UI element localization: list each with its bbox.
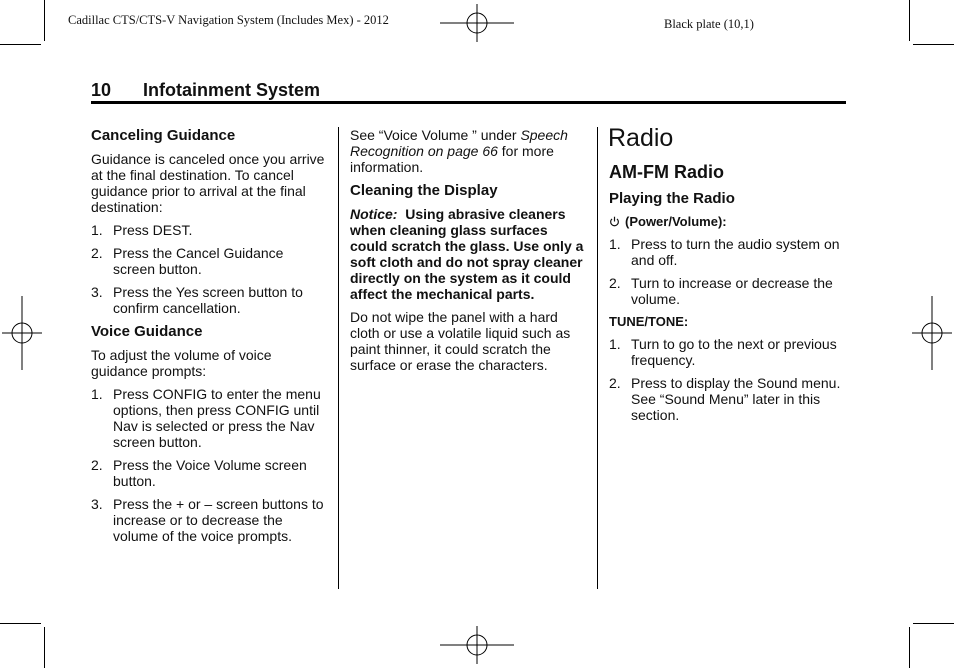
cleaning-display-heading: Cleaning the Display [350, 182, 498, 199]
crop-mark [909, 0, 910, 41]
column-1 [91, 127, 327, 551]
step-number: 2. [609, 375, 621, 391]
notice-text: Using abrasive cleaners when cleaning glass surfaces could scratch the glass. Use only a soft cloth and do not spray cleaner directly on the system as it could affect the mechanical parts. [350, 206, 584, 302]
registration-mark-left [2, 296, 42, 370]
wipe-warning: Do not wipe the panel with a hard cloth or use a volatile liquid such as paint thinner, it could scratch the surface or erase the characters. [350, 309, 571, 373]
step-text: Press to turn the audio system on and off. [631, 236, 840, 268]
column-3 [608, 124, 845, 430]
list-item [609, 375, 845, 423]
step-text: Turn to increase or decrease the volume. [631, 275, 833, 307]
crop-mark [909, 627, 910, 668]
see-suffix: for more information. [350, 143, 554, 175]
crop-mark [44, 0, 45, 41]
crop-mark [913, 44, 954, 45]
list-item [91, 457, 327, 489]
step-number: 1. [91, 222, 103, 238]
list-item [609, 336, 845, 368]
tune-steps [609, 336, 845, 423]
list-item [91, 222, 327, 238]
crop-mark [44, 627, 45, 668]
speech-recognition-link[interactable]: Speech Recognition on page 66 [350, 127, 568, 159]
header-rule [91, 101, 846, 104]
registration-mark-bottom [440, 626, 514, 664]
plate-label: Black plate (10,1) [664, 17, 754, 31]
document-title: Cadillac CTS/CTS-V Navigation System (Includes Mex) - 2012 [68, 13, 389, 27]
step-number: 1. [609, 336, 621, 352]
step-number: 1. [91, 386, 103, 402]
registration-mark-right [912, 296, 952, 370]
registration-mark-top [440, 4, 514, 42]
column-divider [338, 127, 339, 589]
tune-tone-label: TUNE/TONE: [609, 314, 689, 329]
list-item [609, 236, 845, 268]
step-number: 2. [91, 457, 103, 473]
notice-label: Notice: [350, 206, 398, 222]
column-2 [350, 127, 584, 380]
step-text: Press the Voice Volume screen button. [113, 457, 307, 489]
step-text: Press DEST. [113, 222, 193, 238]
voice-steps [91, 386, 327, 544]
see-prefix: See “Voice Volume ” under [350, 127, 521, 143]
step-text: Press the Cancel Guidance screen button. [113, 245, 284, 277]
crop-mark [913, 623, 954, 624]
crop-mark [0, 623, 41, 624]
playing-radio-heading: Playing the Radio [609, 190, 735, 207]
page-number: 10 [91, 80, 112, 100]
crop-mark [0, 44, 41, 45]
step-text: Press the Yes screen button to confirm cancellation. [113, 284, 303, 316]
radio-heading: Radio [608, 124, 674, 152]
voice-volume-reference [350, 127, 584, 175]
step-number: 3. [91, 496, 103, 512]
canceling-guidance-heading: Canceling Guidance [91, 127, 236, 144]
canceling-steps [91, 222, 327, 316]
power-steps [609, 236, 845, 307]
column-divider [597, 127, 598, 589]
step-number: 1. [609, 236, 621, 252]
step-number: 2. [609, 275, 621, 291]
step-text: Turn to go to the next or previous frequency. [631, 336, 837, 368]
voice-guidance-intro: To adjust the volume of voice guidance prompts: [91, 347, 272, 379]
step-number: 3. [91, 284, 103, 300]
am-fm-radio-heading: AM-FM Radio [609, 162, 724, 182]
power-icon [609, 216, 620, 227]
power-volume-text: (Power/Volume): [625, 214, 727, 229]
step-number: 2. [91, 245, 103, 261]
list-item [91, 284, 327, 316]
step-text: Press CONFIG to enter the menu options, then press CONFIG until Nav is selected or press the Nav screen button. [113, 386, 321, 450]
step-text: Press to display the Sound menu. See “Sound Menu” later in this section. [631, 375, 841, 423]
page-heading [91, 80, 320, 101]
notice-block [350, 206, 584, 302]
step-text: Press the + or – screen buttons to increase or to decrease the volume of the voice prompts. [113, 496, 324, 544]
list-item [91, 386, 327, 450]
list-item [609, 275, 845, 307]
list-item [91, 245, 327, 277]
power-volume-label [609, 214, 845, 230]
canceling-guidance-intro: Guidance is canceled once you arrive at the final destination. To cancel guidance prior to arrival at the final destination: [91, 151, 325, 215]
voice-guidance-heading: Voice Guidance [91, 323, 203, 340]
section-title: Infotainment System [143, 80, 321, 100]
list-item [91, 496, 327, 544]
